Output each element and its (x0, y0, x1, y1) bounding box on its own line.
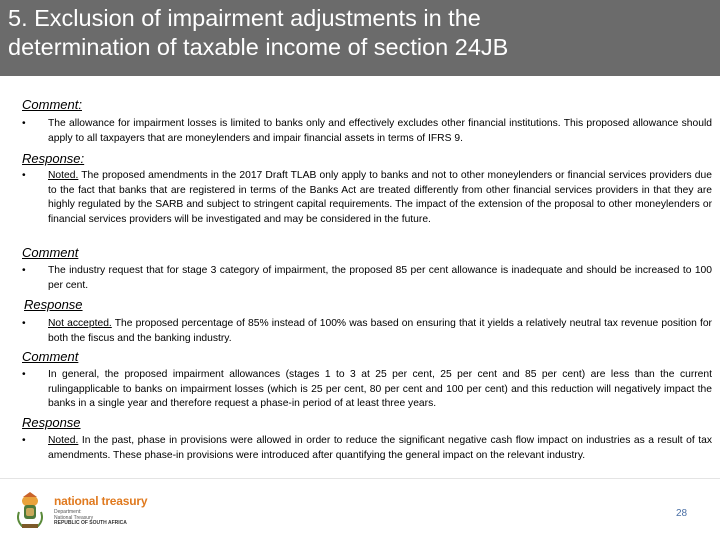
slide-title-line-2: determination of taxable income of section 24JB (8, 34, 509, 60)
response-item (22, 317, 712, 346)
response-text (48, 317, 712, 346)
page-number: 28 (676, 508, 688, 519)
response-body: The proposed percentage of 85% instead of 100% was based on ensuring that it yields a relatively neutral tax revenue position for both the fiscus and the banking industry. (48, 318, 712, 344)
comment-item (22, 117, 712, 146)
comment-heading: Comment (22, 349, 79, 364)
comment-text (48, 117, 712, 146)
logo-wordmark: national treasury (54, 494, 148, 508)
slide-title (8, 4, 708, 62)
response-text (48, 169, 712, 227)
bullet: • (22, 435, 26, 446)
response-heading: Response (22, 415, 81, 430)
comment-item (22, 368, 712, 412)
comment-text (48, 368, 712, 412)
response-lead: Noted. (48, 170, 79, 181)
slide-title-line-1: 5. Exclusion of impairment adjustments in the (8, 5, 481, 31)
slide-content (0, 76, 720, 476)
logo-subtext (54, 510, 127, 527)
response-lead: Noted. (48, 435, 79, 446)
bullet: • (22, 318, 26, 329)
response-heading: Response (24, 297, 83, 312)
response-item (22, 169, 712, 227)
comment-body: The allowance for impairment losses is limited to banks only and effectively excludes other financial institutions. This proposed allowance should apply to all taxpayers that are moneylenders and impair financial assets in terms of IFRS 9. (48, 118, 712, 144)
response-lead: Not accepted. (48, 318, 112, 329)
response-item (22, 434, 712, 463)
response-body: The proposed amendments in the 2017 Draft TLAB only apply to banks and not to other moneylenders or financial services providers due to the fact that banks that are registered in terms of the Banks Act are treated differently from other financial services providers in that they are highly regulated by the SARB and subject to stringent capital requirements. The impact of the extension of the proposal to other moneylenders or financial services providers will be investigated and may be considered in the future. (48, 170, 712, 225)
response-heading: Response: (22, 151, 85, 166)
bullet: • (22, 118, 26, 129)
logo-country: REPUBLIC OF SOUTH AFRICA (54, 520, 127, 526)
comment-body: The industry request that for stage 3 category of impairment, the proposed 85 per cent allowance is inadequate and should be increased to 100 per cent. (48, 265, 712, 291)
bullet: • (22, 265, 26, 276)
national-treasury-logo (14, 488, 174, 530)
comment-heading: Comment (22, 245, 79, 260)
response-body: In the past, phase in provisions were allowed in order to reduce the significant negative cash flow impact on industries as a result of tax amendments. These phase-in provisions were introduced after quantifying the general impact on the relevant industry. (48, 435, 712, 461)
logo-department: Department: (54, 509, 82, 515)
title-bar (0, 0, 720, 76)
comment-text (48, 264, 712, 293)
comment-heading: Comment: (22, 97, 82, 112)
logo-department-name: National Treasury (54, 514, 94, 521)
comment-item (22, 264, 712, 293)
response-text (48, 434, 712, 463)
bullet: • (22, 369, 26, 380)
bullet: • (22, 170, 26, 181)
footer-divider (0, 478, 720, 479)
comment-body: In general, the proposed impairment allowances (stages 1 to 3 at 25 per cent, 25 per cent and 85 per cent) are less than the current rulingapplicable to banks on impairment losses (which is 25 per cent, 80 per cent and 100 per cent) and this reduction will negatively impact the banks in a single year and therefore request a phase-in period of at least three years. (48, 369, 712, 410)
